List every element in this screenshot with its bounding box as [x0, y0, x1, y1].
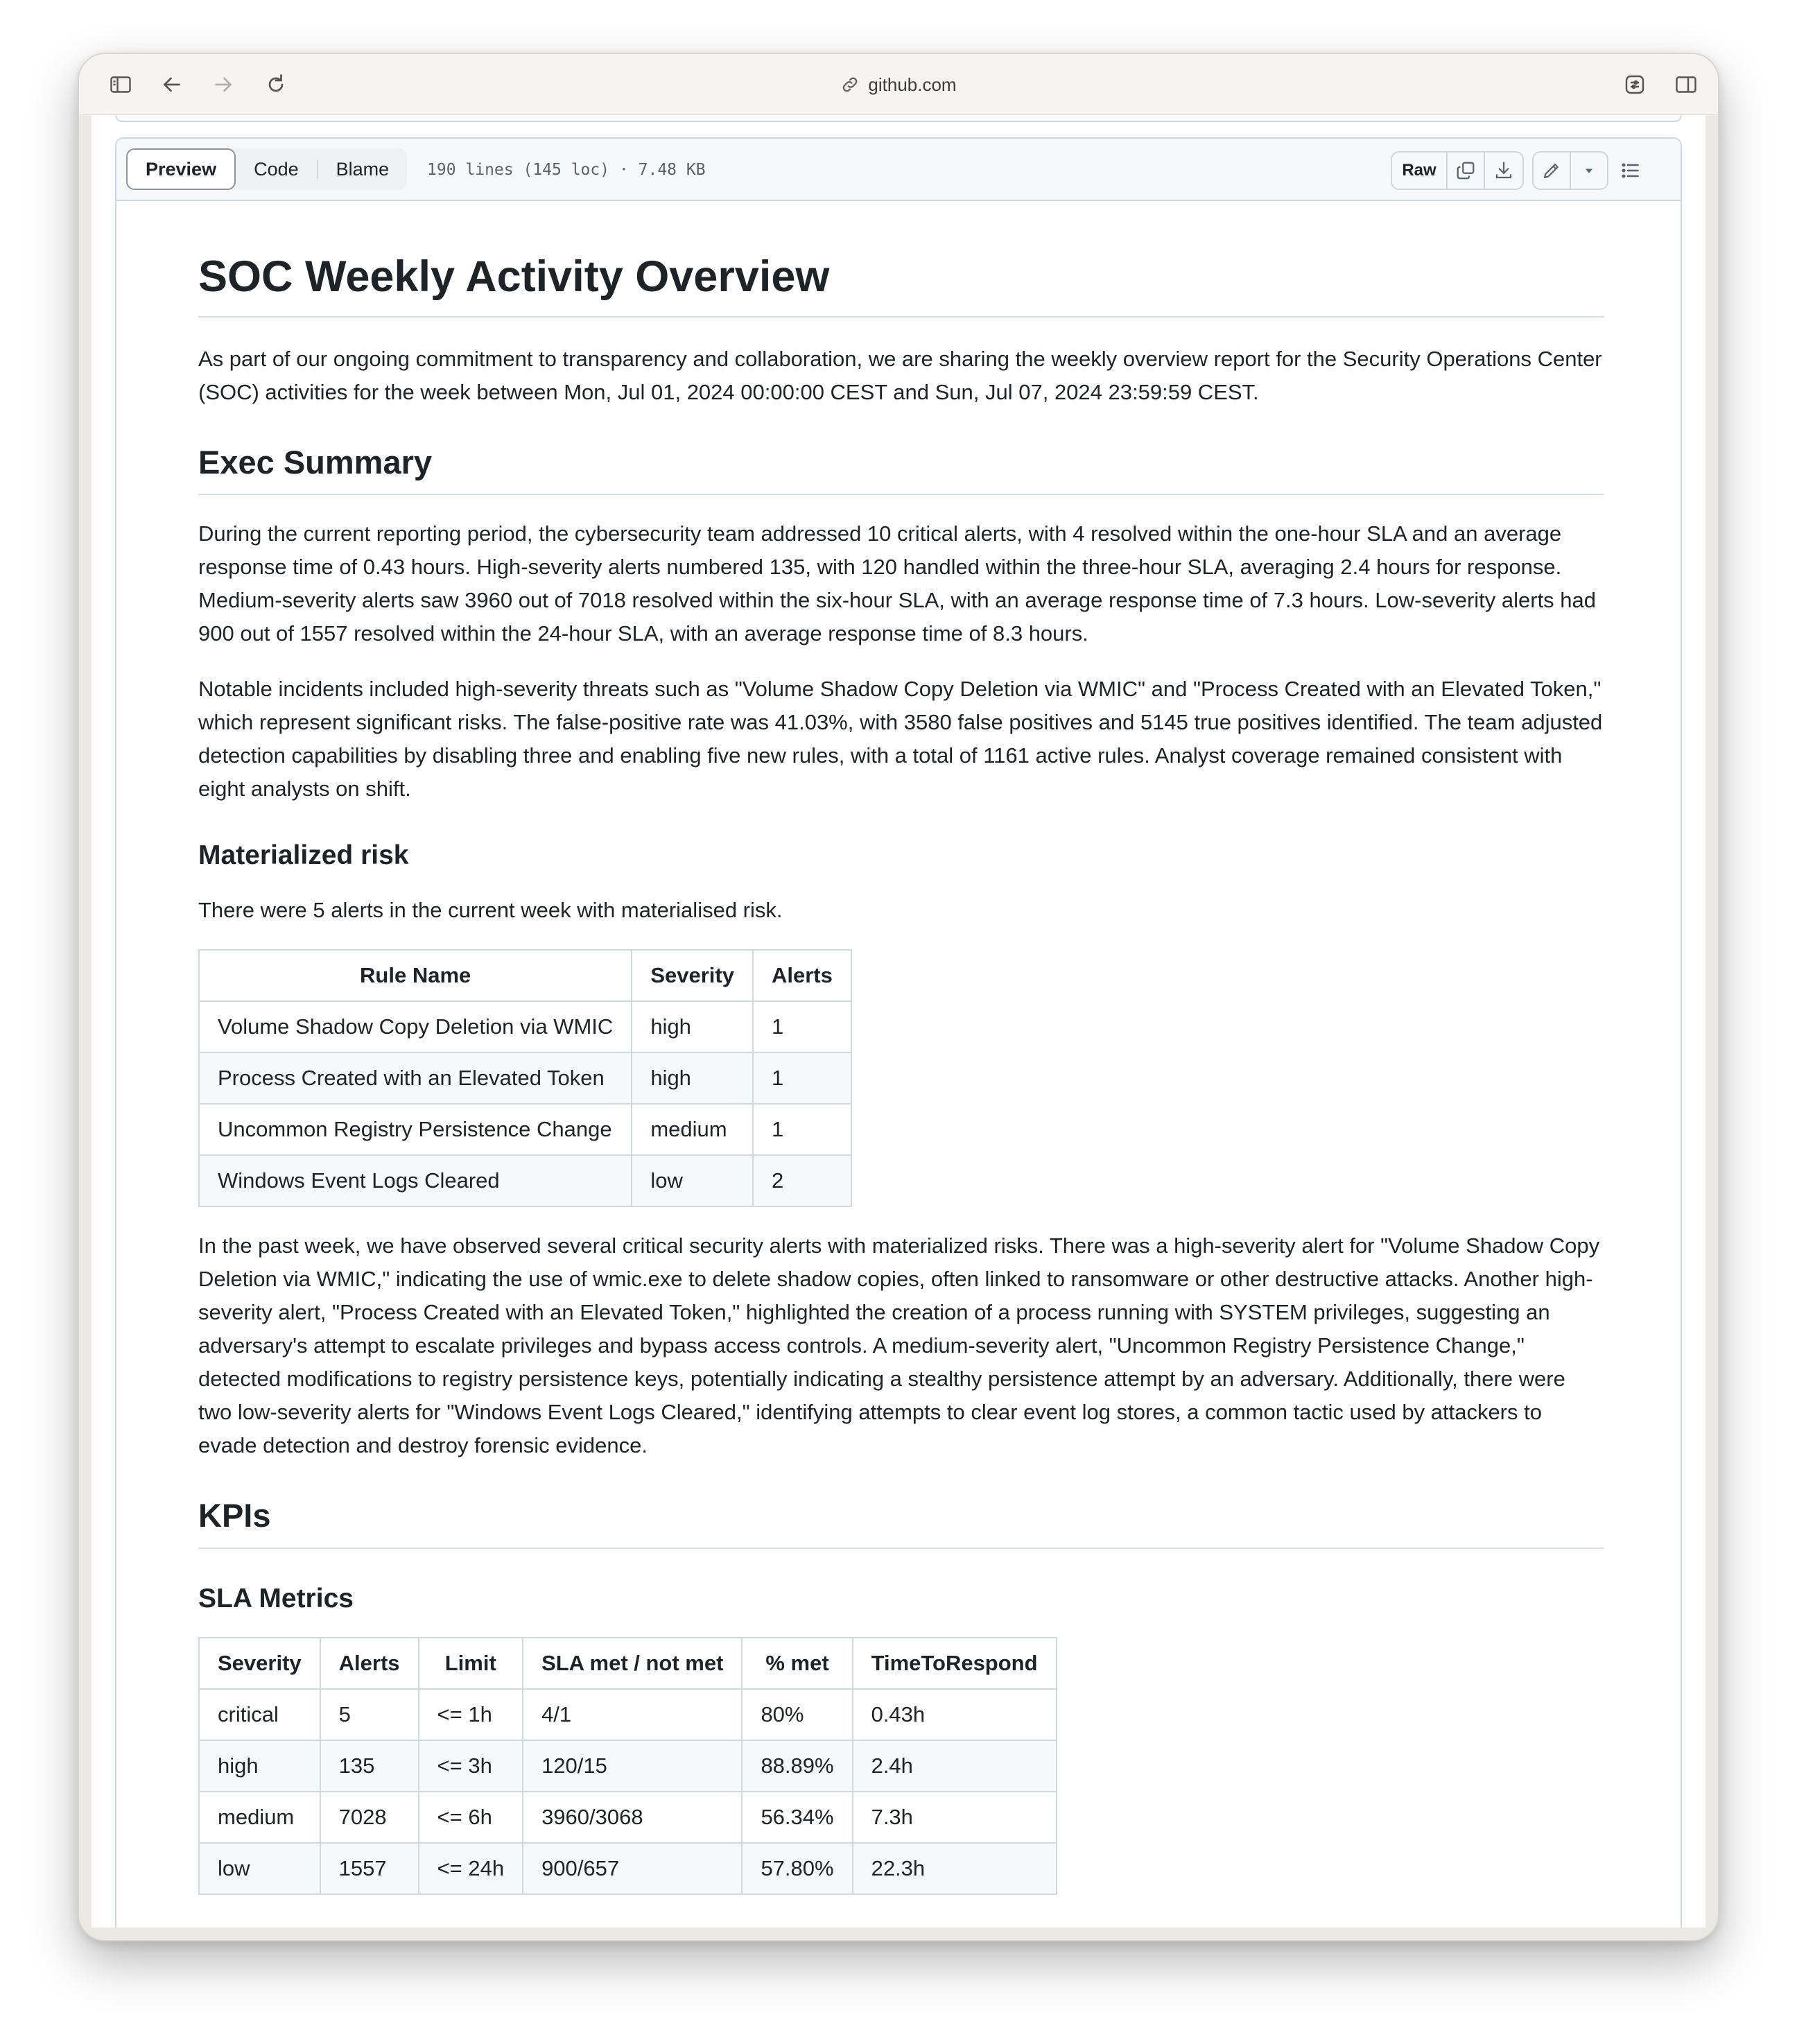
- table-cell: 7028: [320, 1792, 419, 1843]
- table-cell: 2.4h: [853, 1740, 1057, 1792]
- table-row: [199, 1740, 1057, 1792]
- table-cell: 7.3h: [853, 1792, 1057, 1843]
- materialized-risk-intro: There were 5 alerts in the current week with materialised risk.: [198, 898, 783, 923]
- column-header: % met: [742, 1638, 852, 1689]
- table-row: [199, 1689, 1057, 1740]
- table-row: [199, 1053, 851, 1104]
- table-cell: Uncommon Registry Persistence Change: [199, 1104, 632, 1155]
- window-frame-bottom: [79, 1928, 1718, 1940]
- tab-blame[interactable]: Blame: [336, 158, 390, 180]
- table-cell: Process Created with an Elevated Token: [199, 1053, 632, 1104]
- intro-paragraph: As part of our ongoing commitment to transparency and collaboration, we are sharing the weekly overview report for the Security Operations Center (SOC) activities for the week between Mon, Jul 01, 2024 00:00:00 CEST and Sun, Jul 07, 2024 23:59:59 CEST.: [198, 346, 1602, 404]
- extensions-icon[interactable]: [1620, 69, 1650, 100]
- column-header: Severity: [199, 1638, 320, 1689]
- table-cell: 3960/3068: [523, 1792, 742, 1843]
- column-header: Alerts: [753, 950, 851, 1001]
- table-row: [199, 1001, 851, 1053]
- exec-summary-paragraph-2: Notable incidents included high-severity threats such as "Volume Shadow Copy Deletion via WMIC" and "Process Created with an Elevated Token," which represent significant risks. The false-positive rate was 41.03%, with 3580 false positives and 5145 true positives identified. The team adjusted detection capabilities by disabling three and enabling five new rules, with a total of 1161 active rules. Analyst coverage remained consistent with eight analysts on shift.: [198, 677, 1603, 802]
- copy-icon: [1455, 160, 1476, 181]
- window-frame-right: [1705, 54, 1718, 1940]
- column-header: SLA met / not met: [523, 1638, 742, 1689]
- outline-button[interactable]: [1611, 151, 1650, 190]
- tab-code[interactable]: Code: [254, 158, 299, 180]
- table-cell: 1557: [320, 1843, 419, 1894]
- materialized-risk-heading: Materialized risk: [198, 840, 409, 871]
- table-cell: 1: [753, 1104, 851, 1155]
- table-cell: medium: [199, 1792, 320, 1843]
- document-title: SOC Weekly Activity Overview: [198, 251, 1604, 318]
- table-cell: low: [199, 1843, 320, 1894]
- table-cell: high: [199, 1740, 320, 1792]
- table-cell: 0.43h: [853, 1689, 1057, 1740]
- edit-file-button[interactable]: [1534, 153, 1571, 189]
- download-icon: [1493, 160, 1514, 181]
- table-cell: low: [632, 1155, 753, 1206]
- pencil-icon: [1541, 160, 1562, 181]
- copy-raw-button[interactable]: [1448, 153, 1485, 189]
- table-cell: critical: [199, 1689, 320, 1740]
- download-button[interactable]: [1485, 153, 1522, 189]
- table-cell: 22.3h: [853, 1843, 1057, 1894]
- window-frame-left: [79, 54, 92, 1940]
- table-cell: <= 1h: [419, 1689, 523, 1740]
- table-cell: 135: [320, 1740, 419, 1792]
- page-content: [92, 115, 1705, 1928]
- exec-summary-heading: Exec Summary: [198, 442, 1604, 496]
- browser-toolbar: [79, 54, 1718, 115]
- table-cell: <= 3h: [419, 1740, 523, 1792]
- sla-metrics-heading: SLA Metrics: [198, 1583, 354, 1613]
- sla-metrics-table: [198, 1637, 1057, 1895]
- table-cell: 80%: [742, 1689, 852, 1740]
- exec-summary-paragraph-1: During the current reporting period, the cybersecurity team addressed 10 critical alerts, with 4 resolved within the one-hour SLA and an average response time of 0.43 hours. High-severity alerts numbered 135, with 120 handled within the three-hour SLA, averaging 2.4 hours for response. Medium-severity alerts saw 3960 out of 7018 resolved within the six-hour SLA, with an average response time of 7.3 hours. Low-severity alerts had 900 out of 1557 resolved within the 24-hour SLA, with an average response time of 8.3 hours.: [198, 521, 1597, 646]
- table-cell: 56.34%: [742, 1792, 852, 1843]
- materialized-risk-paragraph: In the past week, we have observed several critical security alerts with materialized risks. There was a high-severity alert for "Volume Shadow Copy Deletion via WMIC," indicating the use of wmic.exe to delete shadow copies, often linked to ransomware or other destructive attacks. Another high-severity alert, "Process Created with an Elevated Token," highlighted the creation of a process running with SYSTEM privileges, suggesting an adversary's attempt to escalate privileges and bypass access controls. A medium-severity alert, "Uncommon Registry Persistence Change," detected modifications to registry persistence keys, potentially indicating a stealthy persistence attempt by an adversary. Additionally, there were two low-severity alerts for "Windows Event Logs Cleared," identifying attempts to clear event log stores, a common tactic used by attackers to evade detection and destroy forensic evidence.: [198, 1233, 1600, 1458]
- column-header: TimeToRespond: [853, 1638, 1057, 1689]
- triangle-down-icon: [1579, 160, 1599, 181]
- edit-actions-group: [1532, 151, 1608, 190]
- list-unordered-icon: [1620, 159, 1642, 182]
- address-bar[interactable]: [79, 54, 1718, 115]
- table-cell: 900/657: [523, 1843, 742, 1894]
- table-row: [199, 1104, 851, 1155]
- table-cell: medium: [632, 1104, 753, 1155]
- file-viewer: [115, 137, 1682, 1928]
- kpis-heading: KPIs: [198, 1496, 1604, 1549]
- link-icon: [840, 75, 860, 94]
- table-cell: <= 24h: [419, 1843, 523, 1894]
- raw-actions-group: [1391, 151, 1524, 190]
- column-header: Alerts: [320, 1638, 419, 1689]
- table-header-row: [199, 1638, 1057, 1689]
- raw-button[interactable]: Raw: [1392, 153, 1448, 189]
- view-mode-toggle: [126, 148, 407, 190]
- column-header: Rule Name: [199, 950, 632, 1001]
- table-cell: 57.80%: [742, 1843, 852, 1894]
- markdown-body: [198, 251, 1604, 1917]
- table-cell: 120/15: [523, 1740, 742, 1792]
- table-cell: <= 6h: [419, 1792, 523, 1843]
- previous-panel-edge: [115, 115, 1682, 122]
- browser-window: [78, 53, 1719, 1941]
- table-cell: high: [632, 1053, 753, 1104]
- table-cell: 88.89%: [742, 1740, 852, 1792]
- table-row: [199, 1792, 1057, 1843]
- table-row: [199, 1843, 1057, 1894]
- table-cell: 1: [753, 1053, 851, 1104]
- tab-preview[interactable]: Preview: [126, 148, 236, 190]
- table-cell: Volume Shadow Copy Deletion via WMIC: [199, 1001, 632, 1053]
- table-cell: 5: [320, 1689, 419, 1740]
- column-header: Limit: [419, 1638, 523, 1689]
- table-cell: Windows Event Logs Cleared: [199, 1155, 632, 1206]
- table-cell: high: [632, 1001, 753, 1053]
- url-text: github.com: [868, 73, 957, 95]
- table-cell: 1: [753, 1001, 851, 1053]
- split-view-icon[interactable]: [1671, 69, 1701, 100]
- file-header: [116, 139, 1681, 201]
- table-row: [199, 1155, 851, 1206]
- table-cell: 2: [753, 1155, 851, 1206]
- table-cell: 4/1: [523, 1689, 742, 1740]
- file-info: 190 lines (145 loc) · 7.48 KB: [427, 161, 706, 179]
- materialized-risk-table: [198, 949, 852, 1207]
- edit-dropdown-button[interactable]: [1571, 153, 1607, 189]
- column-header: Severity: [632, 950, 753, 1001]
- table-header-row: [199, 950, 851, 1001]
